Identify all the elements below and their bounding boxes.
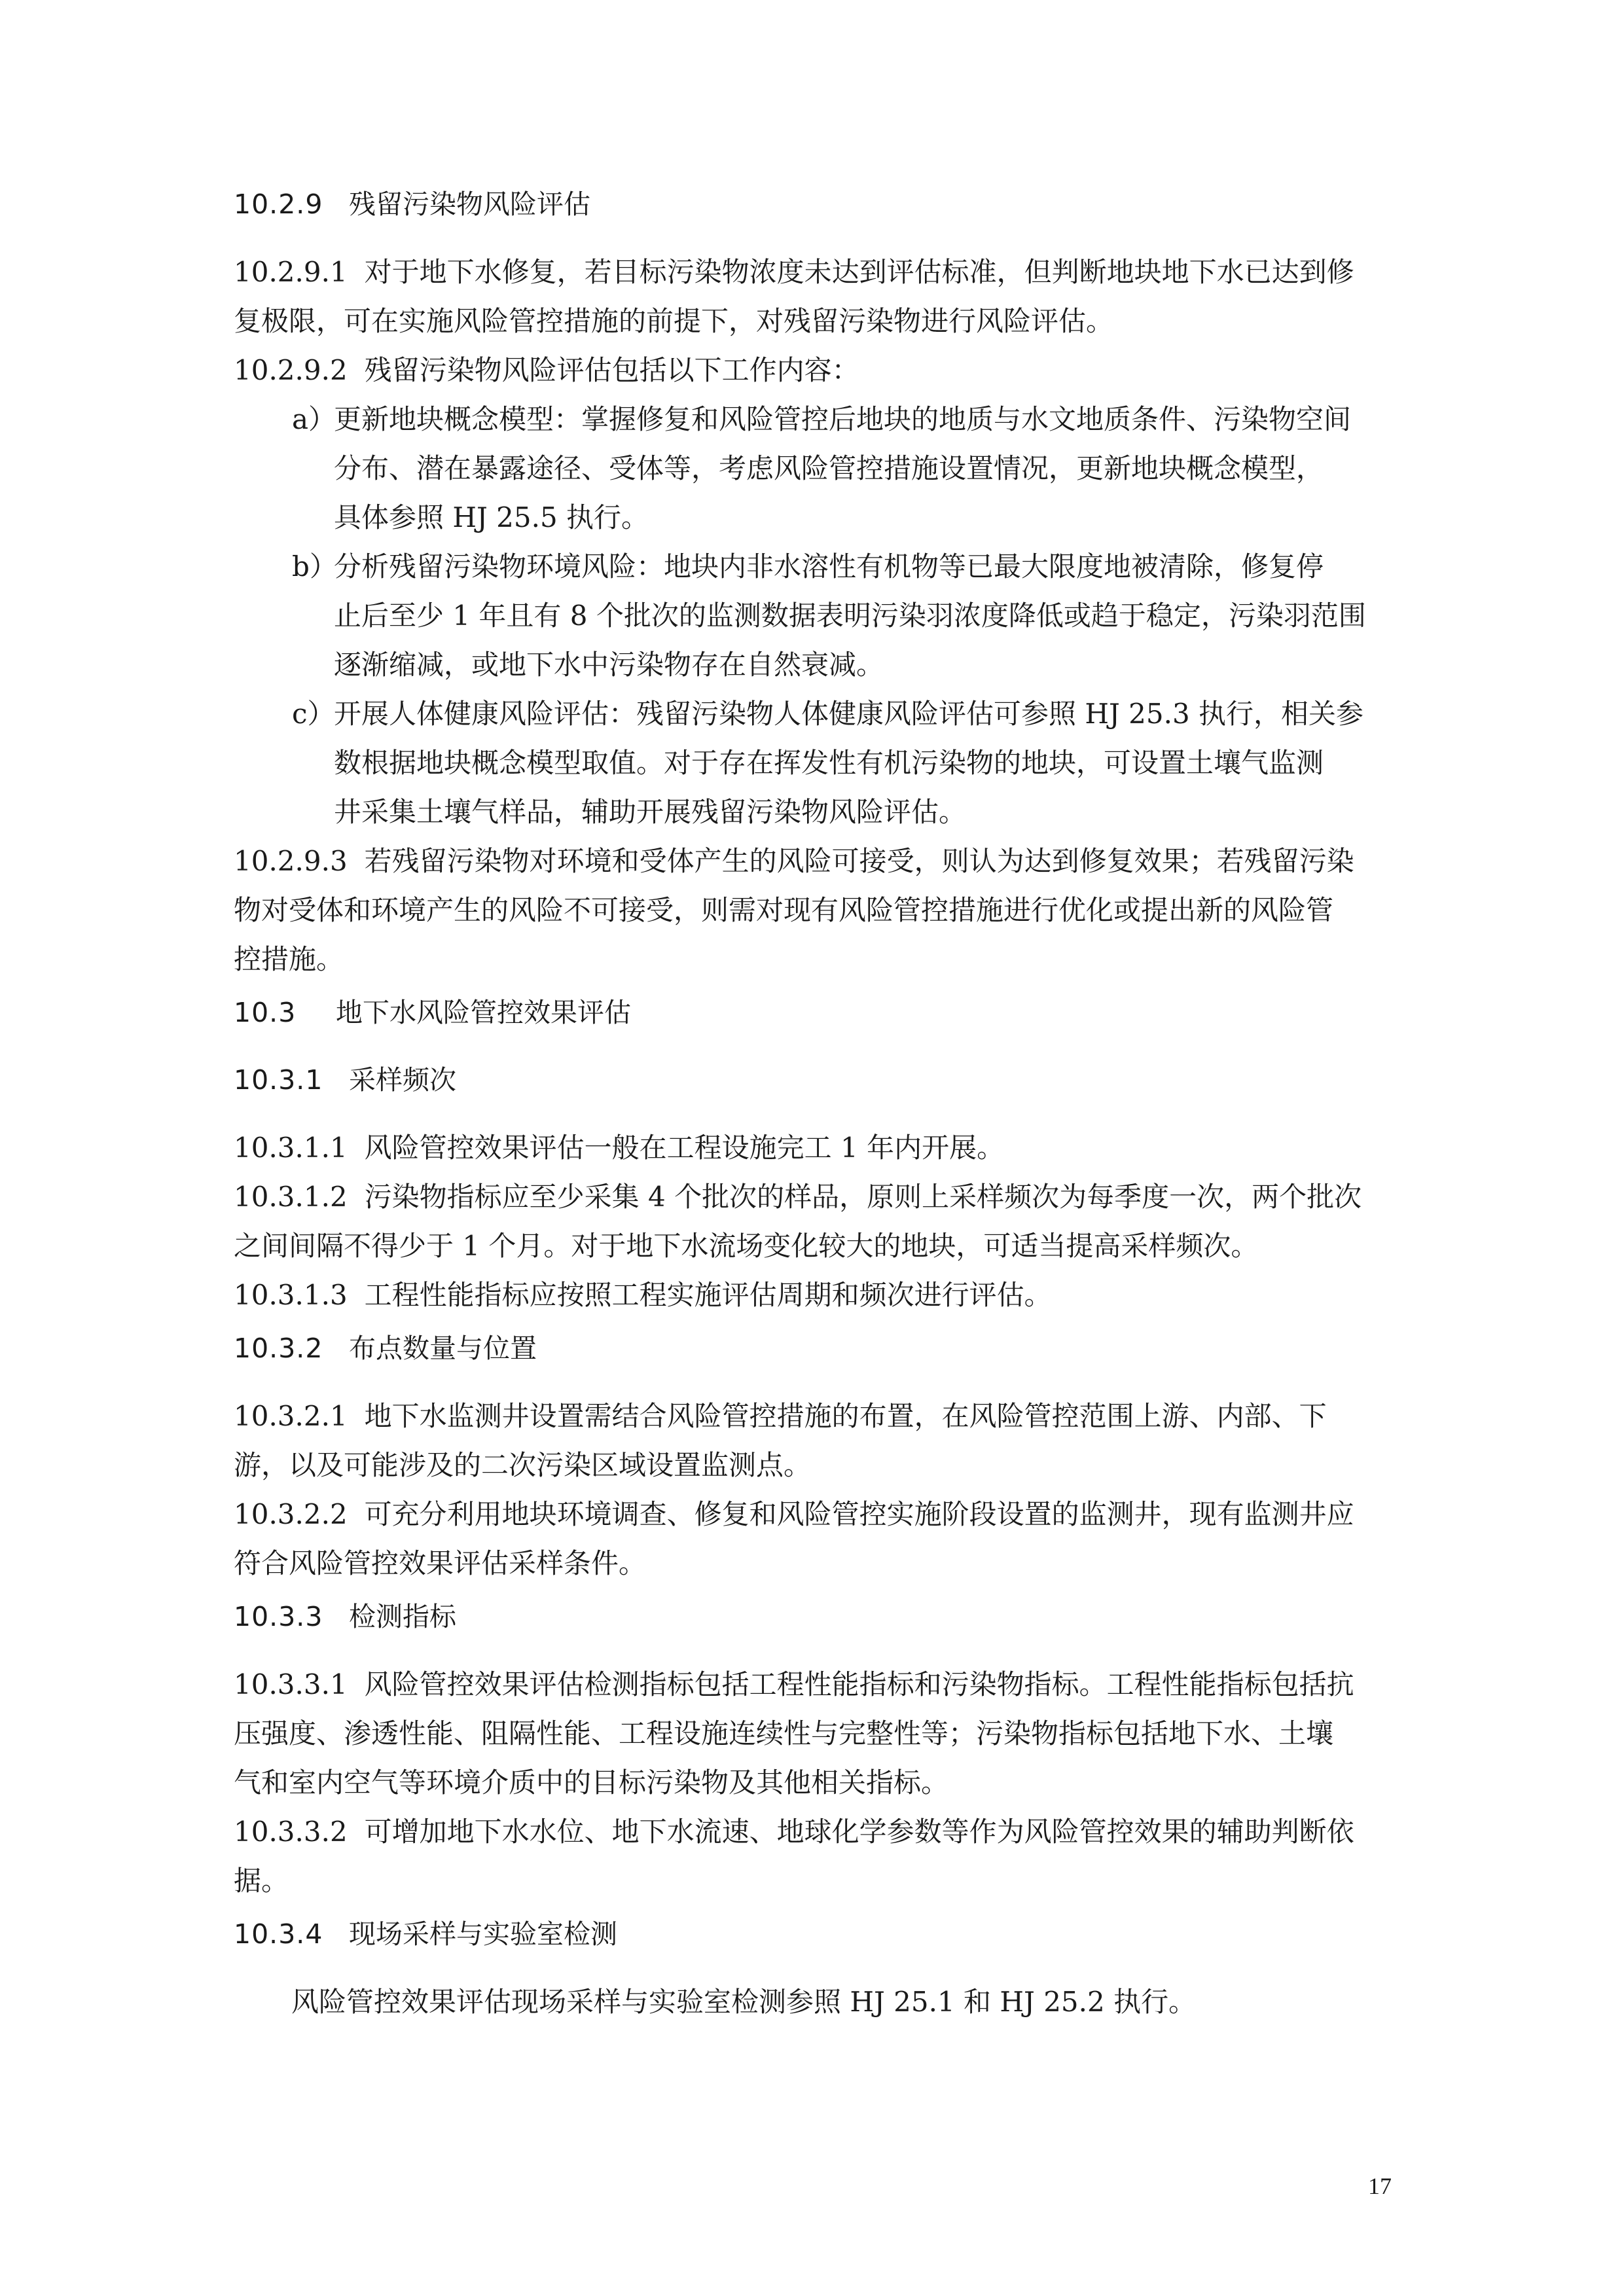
list-item-a-continued	[292, 493, 1405, 542]
clause-10-2-9-3-continued	[234, 935, 1401, 984]
clause-number: 10.3.2.2	[234, 1498, 348, 1530]
section-number: 10.3.1	[234, 1064, 323, 1096]
clause-10-3-2-2-continued	[234, 1539, 1401, 1588]
list-marker: b）	[292, 550, 337, 583]
clause-text-line: 压强度、渗透性能、阻隔性能、工程设施连续性与完整性等；污染物指标包括地下水、土壤	[234, 1717, 1334, 1749]
clause-number: 10.3.1.3	[234, 1279, 348, 1311]
clause-number: 10.3.3.1	[234, 1668, 348, 1700]
clause-10-3-3-1-continued	[234, 1709, 1401, 1758]
clause-10-3-3-2	[234, 1807, 1401, 1856]
section-number: 10.2.9	[234, 188, 323, 220]
section-heading-10-3-2	[234, 1324, 1401, 1373]
section-title: 地下水风险管控效果评估	[336, 997, 631, 1028]
clause-number: 10.3.1.1	[234, 1132, 348, 1164]
clause-number: 10.2.9.1	[234, 256, 348, 288]
clause-10-3-3-1-continued	[234, 1758, 1401, 1807]
section-number: 10.3.3	[234, 1601, 323, 1632]
clause-number: 10.2.9.2	[234, 354, 348, 386]
clause-number: 10.3.2.1	[234, 1400, 348, 1432]
page-number: 17	[1368, 2173, 1392, 2199]
clause-10-3-1-3	[234, 1270, 1401, 1319]
clause-number: 10.2.9.3	[234, 845, 348, 877]
list-item-text: 井采集土壤气样品，辅助开展残留污染物风险评估。	[334, 796, 967, 828]
paragraph-10-3-4	[234, 1977, 1459, 2026]
clause-text-line: 游，以及可能涉及的二次污染区域设置监测点。	[234, 1449, 812, 1481]
section-title: 残留污染物风险评估	[349, 188, 590, 220]
list-item-b-continued	[292, 640, 1405, 689]
clause-10-3-2-1-continued	[234, 1441, 1401, 1490]
list-marker: c）	[292, 698, 335, 730]
clause-text-line: 对于地下水修复，若目标污染物浓度未达到评估标准，但判断地块地下水已达到修	[364, 256, 1354, 288]
clause-10-3-1-2-continued	[234, 1221, 1401, 1270]
clause-10-2-9-1	[234, 247, 1401, 296]
list-item-text: 具体参照 HJ 25.5 执行。	[334, 501, 649, 533]
section-heading-10-2-9	[234, 180, 1401, 229]
list-item-b-continued	[292, 591, 1405, 640]
list-item-text: 更新地块概念模型：掌握修复和风险管控后地块的地质与水文地质条件、污染物空间	[334, 403, 1352, 435]
list-marker: a）	[292, 403, 336, 435]
list-item-text: 止后至少 1 年且有 8 个批次的监测数据表明污染羽浓度降低或趋于稳定，污染羽范围	[334, 600, 1366, 632]
clause-text-line: 残留污染物风险评估包括以下工作内容：	[364, 354, 859, 386]
clause-text-line: 据。	[234, 1865, 289, 1897]
clause-text-line: 工程性能指标应按照工程实施评估周期和频次进行评估。	[364, 1279, 1052, 1311]
clause-number: 10.3.1.2	[234, 1181, 348, 1213]
clause-text-line: 可充分利用地块环境调查、修复和风险管控实施阶段设置的监测井，现有监测井应	[364, 1498, 1354, 1530]
clause-text-line: 气和室内空气等环境介质中的目标污染物及其他相关指标。	[234, 1767, 949, 1799]
list-item-text: 数根据地块概念模型取值。对于存在挥发性有机污染物的地块，可设置土壤气监测	[334, 747, 1324, 779]
clause-text-line: 可增加地下水水位、地下水流速、地球化学参数等作为风险管控效果的辅助判断依	[364, 1816, 1354, 1848]
section-heading-10-3-4	[234, 1910, 1401, 1959]
clause-text-line: 物对受体和环境产生的风险不可接受，则需对现有风险管控措施进行优化或提出新的风险管	[234, 894, 1334, 926]
clause-text-line: 之间间隔不得少于 1 个月。对于地下水流场变化较大的地块，可适当提高采样频次。	[234, 1230, 1259, 1262]
clause-10-2-9-2	[234, 346, 1401, 395]
list-item-text: 开展人体健康风险评估：残留污染物人体健康风险评估可参照 HJ 25.3 执行，相关参	[334, 698, 1364, 730]
list-item-text: 分析残留污染物环境风险：地块内非水溶性有机物等已最大限度地被清除，修复停	[334, 550, 1324, 583]
list-item-a	[292, 395, 1405, 444]
clause-10-2-9-1-continued	[234, 296, 1401, 346]
clause-10-3-2-1	[234, 1391, 1401, 1441]
section-title: 现场采样与实验室检测	[349, 1918, 617, 1950]
section-number: 10.3	[234, 997, 297, 1028]
clause-10-3-2-2	[234, 1490, 1401, 1539]
clause-10-2-9-3	[234, 836, 1401, 886]
clause-text-line: 控措施。	[234, 943, 344, 975]
clause-10-3-3-2-continued	[234, 1856, 1401, 1905]
list-item-c-continued	[292, 738, 1405, 787]
section-title: 布点数量与位置	[349, 1333, 537, 1364]
clause-text-line: 风险管控效果评估一般在工程设施完工 1 年内开展。	[364, 1132, 1005, 1164]
clause-10-3-1-1	[234, 1123, 1401, 1172]
paragraph-text: 风险管控效果评估现场采样与实验室检测参照 HJ 25.1 和 HJ 25.2 执行。	[291, 1986, 1197, 2018]
clause-text-line: 若残留污染物对环境和受体产生的风险可接受，则认为达到修复效果；若残留污染	[364, 845, 1354, 877]
list-item-text: 逐渐缩减，或地下水中污染物存在自然衰减。	[334, 649, 884, 681]
list-item-c-continued	[292, 787, 1405, 836]
section-heading-10-3-3	[234, 1592, 1401, 1641]
clause-10-2-9-3-continued	[234, 886, 1401, 935]
list-item-text: 分布、潜在暴露途径、受体等，考虑风险管控措施设置情况，更新地块概念模型，	[334, 452, 1324, 484]
clause-10-3-3-1	[234, 1660, 1401, 1709]
clause-text-line: 风险管控效果评估检测指标包括工程性能指标和污染物指标。工程性能指标包括抗	[364, 1668, 1354, 1700]
list-item-b	[292, 542, 1405, 591]
section-heading-10-3-1	[234, 1056, 1401, 1105]
section-title: 采样频次	[349, 1064, 456, 1096]
clause-text-line: 复极限，可在实施风险管控措施的前提下，对残留污染物进行风险评估。	[234, 305, 1114, 337]
section-number: 10.3.2	[234, 1333, 323, 1364]
section-number: 10.3.4	[234, 1918, 323, 1950]
clause-text-line: 符合风险管控效果评估采样条件。	[234, 1547, 647, 1579]
clause-text-line: 污染物指标应至少采集 4 个批次的样品，原则上采样频次为每季度一次，两个批次	[364, 1181, 1362, 1213]
clause-number: 10.3.3.2	[234, 1816, 348, 1848]
clause-text-line: 地下水监测井设置需结合风险管控措施的布置，在风险管控范围上游、内部、下	[364, 1400, 1327, 1432]
list-item-a-continued	[292, 444, 1405, 493]
section-title: 检测指标	[349, 1601, 456, 1632]
list-item-c	[292, 689, 1405, 738]
section-heading-10-3	[234, 988, 1401, 1037]
clause-10-3-1-2	[234, 1172, 1401, 1221]
